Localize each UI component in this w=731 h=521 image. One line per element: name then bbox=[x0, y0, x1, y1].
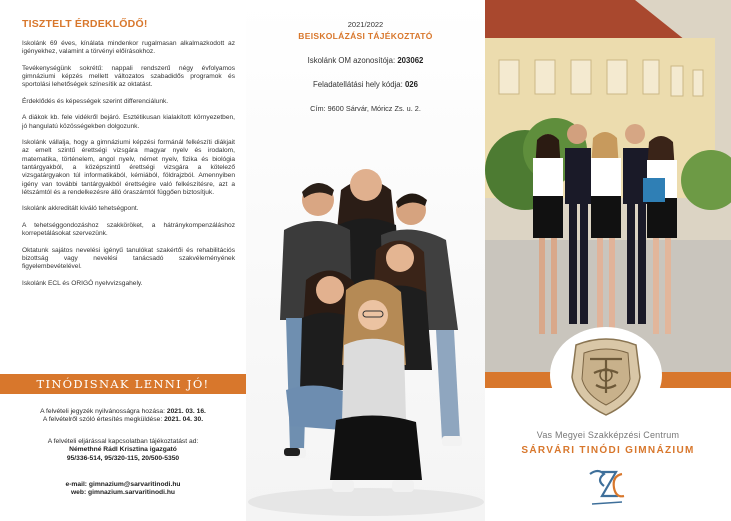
deadline-row bbox=[0, 408, 246, 416]
site-label: Feladatellátási hely kódja: bbox=[313, 80, 405, 89]
contact-intro: A felvételi eljárással kapcsolatban tájékoztatást ad: bbox=[47, 438, 199, 445]
paragraph: A diákok kb. fele vidékről bejáró. Esztétikusan kialakított környezetben, jó hangulatú közösségekben dolgozunk. bbox=[22, 114, 235, 130]
site-code bbox=[246, 80, 485, 89]
paragraph: Érdeklődés és képességek szerint differenciálunk. bbox=[22, 97, 169, 105]
email-link[interactable]: e-mail: gimnazium@sarvaritinodi.hu bbox=[65, 481, 181, 488]
paragraph: Tevékenységünk sokrétű: nappali rendszerű négy évfolyamos gimnáziumi képzés mellett változatos szabadidős programok és sportolási lehetőségek színesítik az oktatást. bbox=[22, 64, 235, 89]
deadline-date: 2021. 04. 30. bbox=[164, 416, 204, 424]
info-header bbox=[246, 20, 485, 41]
deadline-label: A felvételről szóló értesítés megküldése: bbox=[42, 416, 165, 424]
school-name: SÁRVÁRI TINÓDI GIMNÁZIUM bbox=[521, 445, 695, 456]
deadline-label: A felvételi jegyzék nyilvánosságra hozása: bbox=[40, 408, 167, 415]
deadline-row bbox=[0, 416, 246, 424]
website-link[interactable]: web: gimnazium.sarvaritinodi.hu bbox=[70, 489, 176, 497]
school-building-photo bbox=[485, 0, 731, 372]
paragraph: A tehetséggondozáshoz szakköröket, a hátránykompenzáláshoz korrepetálásokat szervezünk. bbox=[22, 221, 235, 238]
paragraph: Iskolánk vállalja, hogy a gimnáziumi képzési formánál felkészíti diákjait az emelt szintű érettségi vizsgára magyar nyelv és irodalom, matematika, történelem, angol nyelv, német nyelv, fizika és biológia tantárgyakból, a középszintű érettségi vizsgára a kötelező vizsgatárgyakon túl informatikából, kémiából, földrajzból. Amennyiben igény van további tantárgyakból érettségire való felkészítésre, azt a létszámtól és a rendelkezésre álló óraszámtól függően biztosítjuk. bbox=[22, 139, 235, 196]
contact-phones: 95/336-514, 95/320-115, 20/500-5350 bbox=[66, 454, 180, 462]
crest-background bbox=[550, 327, 662, 423]
paragraph: Iskolánk 69 éves, kínálata mindenkor rugalmasan alkalmazkodott az igényekhez, valamint a törvényi előírásokhoz. bbox=[22, 40, 235, 56]
center-name: Vas Megyei Szakképzési Centrum bbox=[536, 430, 680, 440]
slogan-banner: TINÓDISNAK LENNI JÓ! bbox=[0, 374, 246, 394]
contact-info bbox=[0, 438, 246, 463]
deadline-date: 2021. 03. 16. bbox=[166, 408, 206, 415]
paragraph: Oktatunk sajátos nevelési igényű tanulókat szakértői és rehabilitációs bizottság vagy nevelési tanácsadó szakvéleményének figyelembevételével. bbox=[22, 246, 235, 271]
address: Cím: 9600 Sárvár, Móricz Zs. u. 2. bbox=[310, 104, 421, 113]
om-label: Iskolánk OM azonosítója: bbox=[307, 56, 398, 65]
school-crest-icon bbox=[550, 327, 662, 423]
om-id bbox=[246, 56, 485, 65]
paragraph: Iskolánk ECL és ORIGÓ nyelvvizsgahely. bbox=[22, 279, 143, 287]
school-year: 2021/2022 bbox=[347, 20, 384, 29]
brochure-title: BEISKOLÁZÁSI TÁJÉKOZTATÓ bbox=[298, 31, 433, 41]
right-panel bbox=[485, 0, 731, 521]
middle-panel bbox=[246, 0, 485, 521]
floor-shadow bbox=[248, 488, 484, 516]
left-panel bbox=[0, 0, 246, 521]
greeting-heading: TISZTELT ÉRDEKLŐDŐ! bbox=[22, 18, 148, 30]
intro-text bbox=[22, 40, 235, 296]
om-value: 203062 bbox=[397, 56, 424, 65]
paragraph: Iskolánk akkreditált kiváló tehetségpont. bbox=[22, 205, 139, 213]
contact-name: Némethné Rádl Krisztina igazgató bbox=[69, 446, 177, 454]
szc-logo-icon bbox=[586, 466, 626, 508]
deadlines bbox=[0, 408, 246, 425]
site-value: 026 bbox=[404, 80, 418, 89]
students-photo bbox=[246, 130, 485, 521]
online-contacts bbox=[0, 481, 246, 498]
